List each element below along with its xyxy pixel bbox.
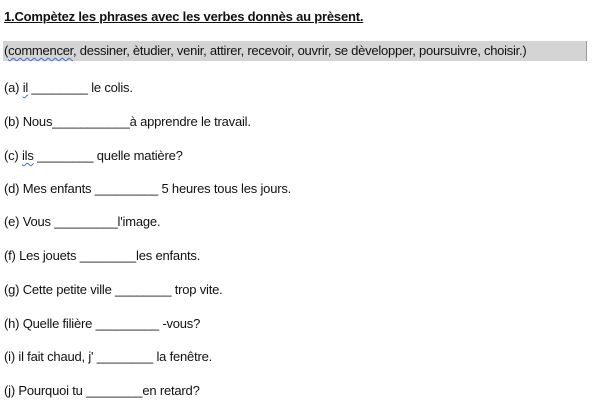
verb-list-open: (	[4, 43, 9, 58]
sentence-blank: ________	[37, 148, 94, 163]
verb-list-rest: , dessiner, ètudier, venir, attirer, recevoir, ouvrir, se dèvelopper, poursuivre, choisir.)	[73, 43, 527, 58]
sentence-subject: Quelle filière	[22, 316, 93, 331]
sentence-ending: en retard?	[142, 383, 200, 398]
sentence-blank: _________	[95, 316, 159, 331]
sentence-ending: trop vite.	[174, 282, 223, 297]
sentence-e	[4, 214, 160, 229]
sentence-subject: ils	[21, 148, 34, 163]
sentence-ending: à apprendre le travail.	[129, 114, 251, 129]
sentence-label: (i)	[4, 349, 15, 364]
sentence-label: (f)	[4, 248, 16, 263]
sentence-ending: l'image.	[117, 214, 161, 229]
sentence-blank: ________	[79, 248, 137, 263]
sentence-subject: Cette petite ville	[22, 282, 112, 297]
sentence-label: (g)	[4, 282, 20, 297]
sentence-subject: Vous	[22, 214, 51, 229]
sentence-blank: _________	[94, 181, 159, 196]
sentence-a	[4, 80, 133, 95]
sentence-ending: 5 heures tous les jours.	[161, 181, 292, 196]
sentence-ending: les enfants.	[136, 248, 201, 263]
sentence-subject: Mes enfants	[22, 181, 92, 196]
sentence-label: (c)	[4, 148, 19, 163]
sentence-label: (h)	[4, 316, 20, 331]
sentence-blank: _________	[54, 214, 118, 229]
sentence-ending: la fenêtre.	[156, 349, 213, 364]
sentence-c	[4, 148, 183, 163]
sentence-j	[4, 383, 200, 398]
sentence-label: (j)	[4, 383, 15, 398]
sentence-b	[4, 114, 251, 129]
sentence-i	[4, 349, 212, 364]
sentence-label: (e)	[4, 214, 20, 229]
sentence-blank: ________	[31, 80, 88, 95]
sentence-ending: -vous?	[162, 316, 201, 331]
verb-first-spellcheck: commencer	[8, 43, 74, 58]
sentence-label: (d)	[4, 181, 20, 196]
sentence-subject: il	[22, 80, 29, 95]
sentence-subject: Pourquoi tu	[18, 383, 83, 398]
sentence-blank: ________	[96, 349, 154, 364]
sentence-h	[4, 316, 200, 331]
sentence-blank: ________	[86, 383, 143, 398]
exercise-title: 1.Compètez les phrases avec les verbes donnès au prèsent.	[4, 9, 364, 24]
sentence-subject: il fait chaud, j'	[18, 349, 94, 364]
sentence-subject: Nous	[22, 114, 53, 129]
sentence-label: (a)	[4, 80, 20, 95]
sentence-f	[4, 248, 200, 263]
sentence-d	[4, 181, 291, 196]
sentence-g	[4, 282, 223, 297]
verb-list	[4, 43, 526, 58]
sentence-ending: quelle matière?	[96, 148, 183, 163]
sentence-blank: ________	[115, 282, 172, 297]
sentence-subject: Les jouets	[19, 248, 77, 263]
sentence-ending: le colis.	[91, 80, 133, 95]
sentence-label: (b)	[4, 114, 20, 129]
sentence-blank: ___________	[52, 114, 130, 129]
